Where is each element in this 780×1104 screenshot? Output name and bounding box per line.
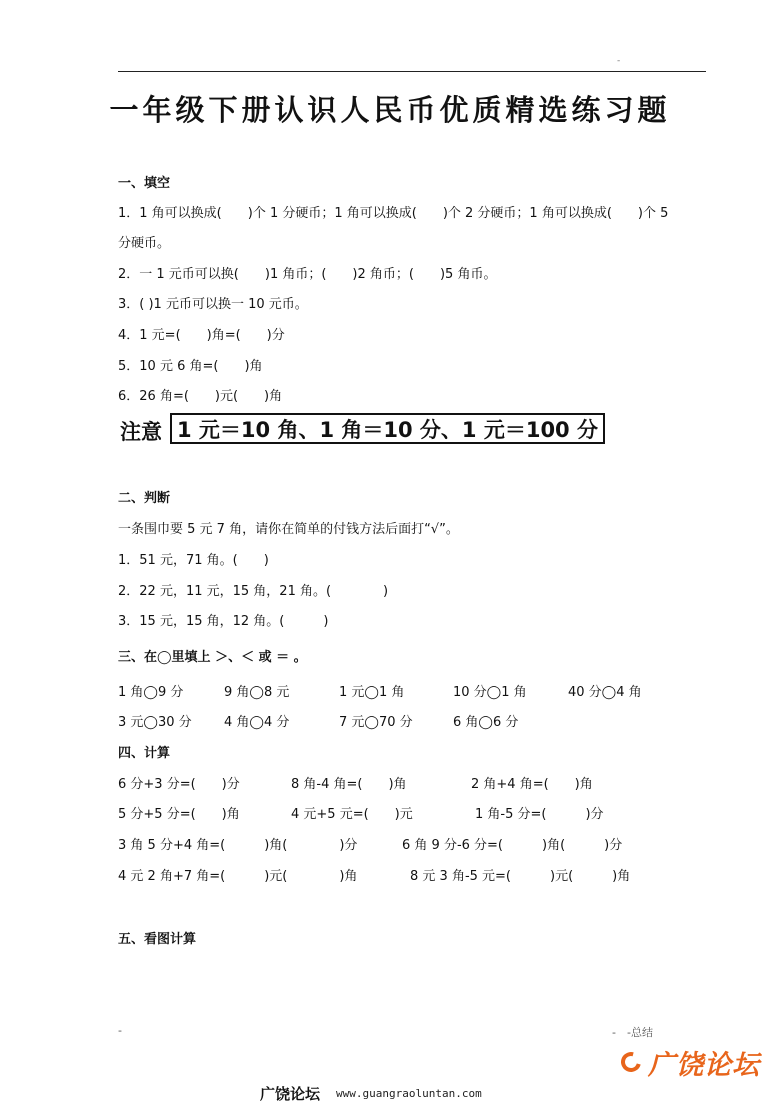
section-picture-heading: 五、看图计算 <box>118 932 197 947</box>
section-calc-heading: 四、计算 <box>118 746 171 761</box>
fill-line-1-cont: 分硬币。 <box>118 236 171 251</box>
calc-item: 8 元 3 角-5 元=( )元( )角 <box>410 869 631 884</box>
calc-item: 6 分+3 分=( )分 <box>118 777 240 792</box>
fill-line-3: 3．( )1 元币可以换一 10 元币。 <box>118 297 308 312</box>
page-title: 一年级下册认识人民币优质精选练习题 <box>109 93 671 127</box>
compare-item: 7 元◯70 分 <box>339 715 413 730</box>
fill-line-4: 4．1 元=( )角=( )分 <box>118 328 285 343</box>
header-rule <box>118 71 706 72</box>
fill-line-2: 2．一 1 元币可以换( )1 角币；( )2 角币；( )5 角币。 <box>118 267 497 282</box>
fill-line-5: 5．10 元 6 角=( )角 <box>118 359 263 374</box>
forum-name: 广饶论坛 <box>260 1085 321 1103</box>
note-label: 注意 <box>120 420 162 444</box>
footer-right-mark: - -总结 <box>612 1026 653 1039</box>
judge-line-1: 1．51 元，71 角。( ) <box>118 553 269 568</box>
section-compare-heading: 三、在◯里填上 ＞、＜ 或 ＝ 。 <box>118 650 307 665</box>
calc-item: 5 分+5 分=( )角 <box>118 807 240 822</box>
header-mark: - <box>617 56 621 66</box>
note-box: 1 元＝10 角、1 角＝10 分、1 元＝100 分 <box>170 413 605 444</box>
compare-item: 40 分◯4 角 <box>568 685 642 700</box>
fill-line-6: 6．26 角=( )元( )角 <box>118 389 283 404</box>
section-fill-heading: 一、填空 <box>118 176 171 191</box>
forum-logo-icon <box>617 1048 644 1075</box>
forum-url[interactable]: www.guangraoluntan.com <box>336 1087 482 1100</box>
compare-item: 1 角◯9 分 <box>118 685 184 700</box>
section-judge-heading: 二、判断 <box>118 491 171 506</box>
compare-item: 10 分◯1 角 <box>453 685 527 700</box>
calc-item: 4 元 2 角+7 角=( )元( )角 <box>118 869 358 884</box>
footer-left-mark: - <box>118 1024 122 1037</box>
calc-item: 6 角 9 分-6 分=( )角( )分 <box>402 838 623 853</box>
judge-line-3: 3．15 元，15 角，12 角。( ) <box>118 614 329 629</box>
compare-item: 9 角◯8 元 <box>224 685 290 700</box>
calc-item: 2 角+4 角=( )角 <box>471 777 593 792</box>
fill-line-1: 1．1 角可以换成( )个 1 分硬币；1 角可以换成( )个 2 分硬币；1 角可以换成( )个 5 <box>118 206 669 221</box>
judge-line-2: 2．22 元，11 元，15 角，21 角。( ) <box>118 584 389 599</box>
calc-item: 3 角 5 分+4 角=( )角( )分 <box>118 838 358 853</box>
forum-logo-text: 广饶论坛 <box>648 1050 760 1081</box>
judge-intro: 一条围巾要 5 元 7 角，请你在简单的付钱方法后面打“√”。 <box>118 522 459 537</box>
calc-item: 1 角-5 分=( )分 <box>475 807 604 822</box>
compare-item: 1 元◯1 角 <box>339 685 405 700</box>
compare-item: 6 角◯6 分 <box>453 715 519 730</box>
calc-item: 4 元+5 元=( )元 <box>291 807 413 822</box>
compare-item: 4 角◯4 分 <box>224 715 290 730</box>
compare-item: 3 元◯30 分 <box>118 715 192 730</box>
calc-item: 8 角-4 角=( )角 <box>291 777 407 792</box>
